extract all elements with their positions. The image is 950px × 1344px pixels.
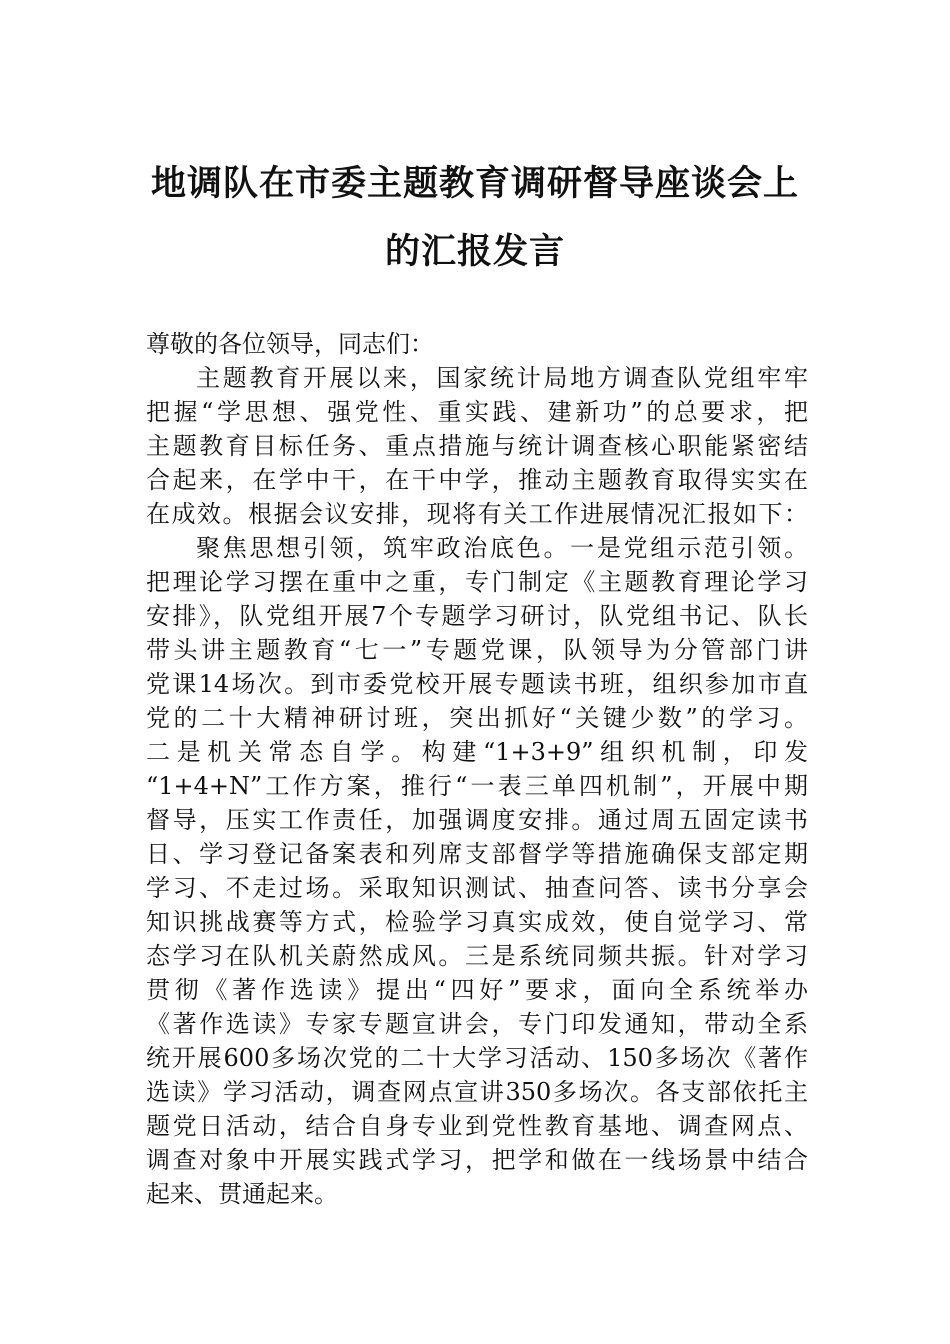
text-line: 学习、不走过场。采取知识测试、抽查问答、读书分享会 <box>146 874 808 902</box>
text-line: 把理论学习摆在重中之重，专门制定《主题教育理论学习 <box>146 568 808 596</box>
text-line: 日、学习登记备案表和列席支部督学等措施确保支部定期 <box>146 840 808 868</box>
text-line: 起来、贯通起来。 <box>146 1180 338 1208</box>
text-line: 态学习在队机关蔚然成风。三是系统同频共振。针对学习 <box>146 942 808 970</box>
text-line: 统开展600多场次党的二十大学习活动、150多场次《著作 <box>146 1044 808 1072</box>
text-line: 调查对象中开展实践式学习，把学和做在一线场景中结合 <box>146 1146 808 1174</box>
text-line: 知识挑战赛等方式，检验学习真实成效，使自觉学习、常 <box>146 908 808 936</box>
text-line: 《著作选读》专家专题宣讲会，专门印发通知，带动全系 <box>146 1010 808 1038</box>
text-line: 二是机关常态自学。构建“1+3+9”组织机制，印发 <box>146 738 808 766</box>
text-line: 督导，压实工作责任，加强调度安排。通过周五固定读书 <box>146 806 808 834</box>
title-line-2: 的汇报发言 <box>384 232 565 272</box>
text-line: 合起来，在学中干，在干中学，推动主题教育取得实实在 <box>146 466 808 494</box>
text-line: 把握“学思想、强党性、重实践、建新功”的总要求，把 <box>146 398 808 426</box>
text-line: 主题教育开展以来，国家统计局地方调查队党组牢牢 <box>196 364 808 392</box>
text-line: 聚焦思想引领，筑牢政治底色。一是党组示范引领。 <box>196 534 808 562</box>
salutation-line: 尊敬的各位领导，同志们： <box>146 330 434 358</box>
text-line: 题党日活动，结合自身专业到党性教育基地、调查网点、 <box>146 1112 808 1140</box>
text-line: “1+4+N”工作方案，推行“一表三单四机制”，开展中期 <box>146 772 808 800</box>
text-line: 选读》学习活动，调查网点宣讲350多场次。各支部依托主 <box>146 1078 808 1106</box>
document-title <box>140 150 810 286</box>
text-line: 在成效。根据会议安排，现将有关工作进展情况汇报如下： <box>146 500 808 528</box>
title-line-1: 地调队在市委主题教育调研督导座谈会上 <box>150 164 799 204</box>
text-line: 安排》，队党组开展7个专题学习研讨，队党组书记、队长 <box>146 602 808 630</box>
text-line: 主题教育目标任务、重点措施与统计调查核心职能紧密结 <box>146 432 808 460</box>
text-line: 带头讲主题教育“七一”专题党课，队领导为分管部门讲 <box>146 636 808 664</box>
text-line: 贯彻《著作选读》提出“四好”要求，面向全系统举办 <box>146 976 808 1004</box>
text-line: 党的二十大精神研讨班，突出抓好“关键少数”的学习。 <box>146 704 808 732</box>
text-line: 党课14场次。到市委党校开展专题读书班，组织参加市直 <box>146 670 808 698</box>
document-body <box>146 327 808 1211</box>
